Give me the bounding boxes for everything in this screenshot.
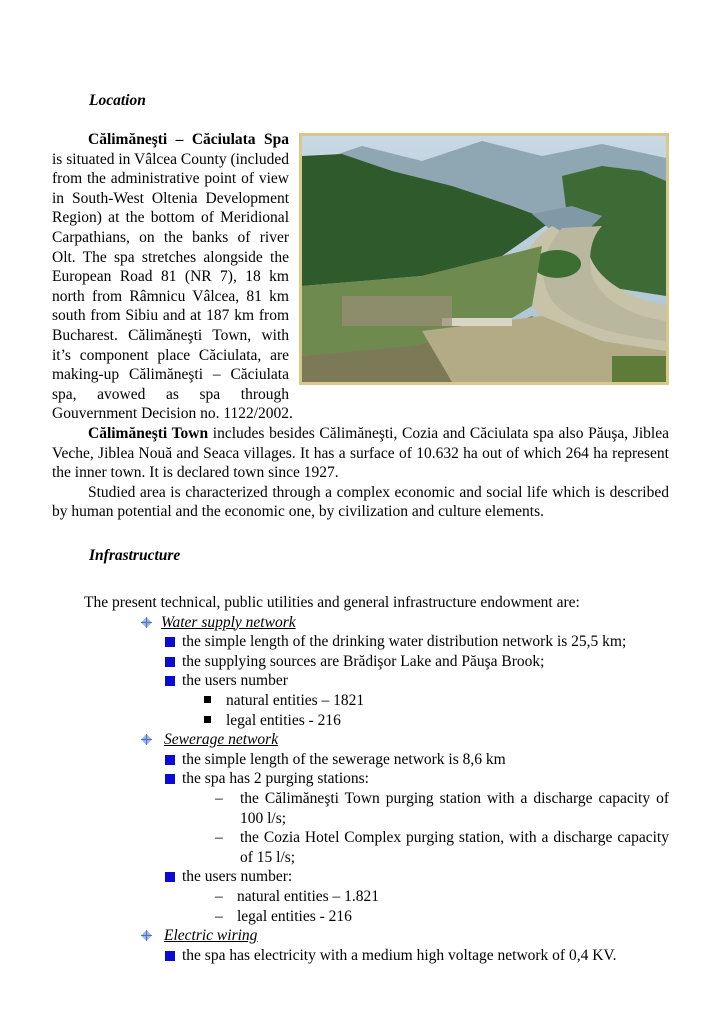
black-square-bullet-icon [204, 696, 211, 703]
spa-landscape-photo [299, 133, 669, 385]
water-supply-title: Water supply network [161, 613, 296, 631]
blue-square-bullet-icon [165, 676, 175, 686]
blue-square-bullet-icon [165, 951, 175, 961]
blue-diamond-bullet-icon [141, 930, 152, 941]
list-item: – legal entities - 216 [215, 907, 352, 925]
list-item: the spa has electricity with a medium high voltage network of 0,4 KV. [52, 946, 669, 966]
infrastructure-intro: The present technical, public utilities and general infrastructure endowment are: [84, 594, 580, 611]
blue-square-bullet-icon [165, 774, 175, 784]
list-item: – natural entities – 1.821 [215, 887, 380, 905]
dash-bullet: – [215, 829, 223, 847]
location-paragraph-3: Studied area is characterized through a complex economic and social life which is described by human potential and the economic one, by civilization and culture elements. [52, 483, 669, 521]
infrastructure-heading: Infrastructure [89, 547, 181, 564]
water-supply-title-row [52, 613, 669, 633]
blue-square-bullet-icon [165, 872, 175, 882]
list-item: legal entities - 216 [52, 711, 669, 731]
town-name-bold: Călimăneşti Town [88, 424, 209, 442]
list-item: the simple length of the drinking water distribution network is 25,5 km; [52, 632, 669, 652]
dash-bullet: – [215, 907, 223, 925]
list-item: the simple length of the sewerage network is 8,6 km [52, 750, 669, 770]
black-square-bullet-icon [204, 716, 211, 723]
spa-name-bold: Călimăneşti – Căciulata Spa [88, 131, 289, 148]
list-item: natural entities – 1821 [52, 691, 669, 711]
sewerage-title: Sewerage network [164, 731, 279, 749]
dash-bullet: – [215, 887, 223, 905]
list-item: – the Călimăneşti Town purging station with a discharge capacity of 100 l/s; [215, 789, 669, 827]
electric-title: Electric wiring [164, 927, 258, 945]
blue-diamond-bullet-icon [141, 617, 152, 628]
location-section [52, 130, 669, 522]
location-heading: Location [89, 92, 146, 109]
infrastructure-section [52, 593, 669, 965]
list-item: the users number: [52, 867, 669, 887]
list-item: – the Cozia Hotel Complex purging station, with a discharge capacity of 15 l/s; [215, 829, 669, 866]
location-paragraph-1: is situated in Vâlcea County (included from the administrative point of view in South-West Oltenia Development Region) at the bottom of Meridional Carpathians, on the banks of river Olt. The spa stretches alongside the European Road 81 (NR 7), 18 km north from Râmnicu Vâlcea, 81 km south from Sibiu and at 187 km from Bucharest. Călimăneşti Town, with it’s component place Căciulata, are making-up Călimăneşti – Căciulata spa, avowed as spa through Gouvernment Decision no. 1122/2002. [52, 150, 293, 423]
blue-square-bullet-icon [165, 657, 175, 667]
list-item: the supplying sources are Brădişor Lake and Păuşa Brook; [52, 652, 669, 672]
blue-square-bullet-icon [165, 755, 175, 765]
sewerage-title-row [52, 730, 669, 750]
electric-title-row [52, 926, 669, 946]
list-item: the spa has 2 purging stations: [52, 769, 669, 789]
dash-bullet: – [215, 789, 223, 807]
list-item: the users number [52, 671, 669, 691]
blue-square-bullet-icon [165, 637, 175, 647]
location-paragraph-2: includes besides Călimăneşti, Cozia and Căciulata spa also Păuşa, Jiblea Veche, Jiblea Nouă and Seaca villages. It has a surface of 10.632 ha out of which 264 ha represent the inner town. It is declared town since 1927. [52, 424, 669, 482]
blue-diamond-bullet-icon [141, 734, 152, 745]
river-valley-image [302, 136, 666, 382]
